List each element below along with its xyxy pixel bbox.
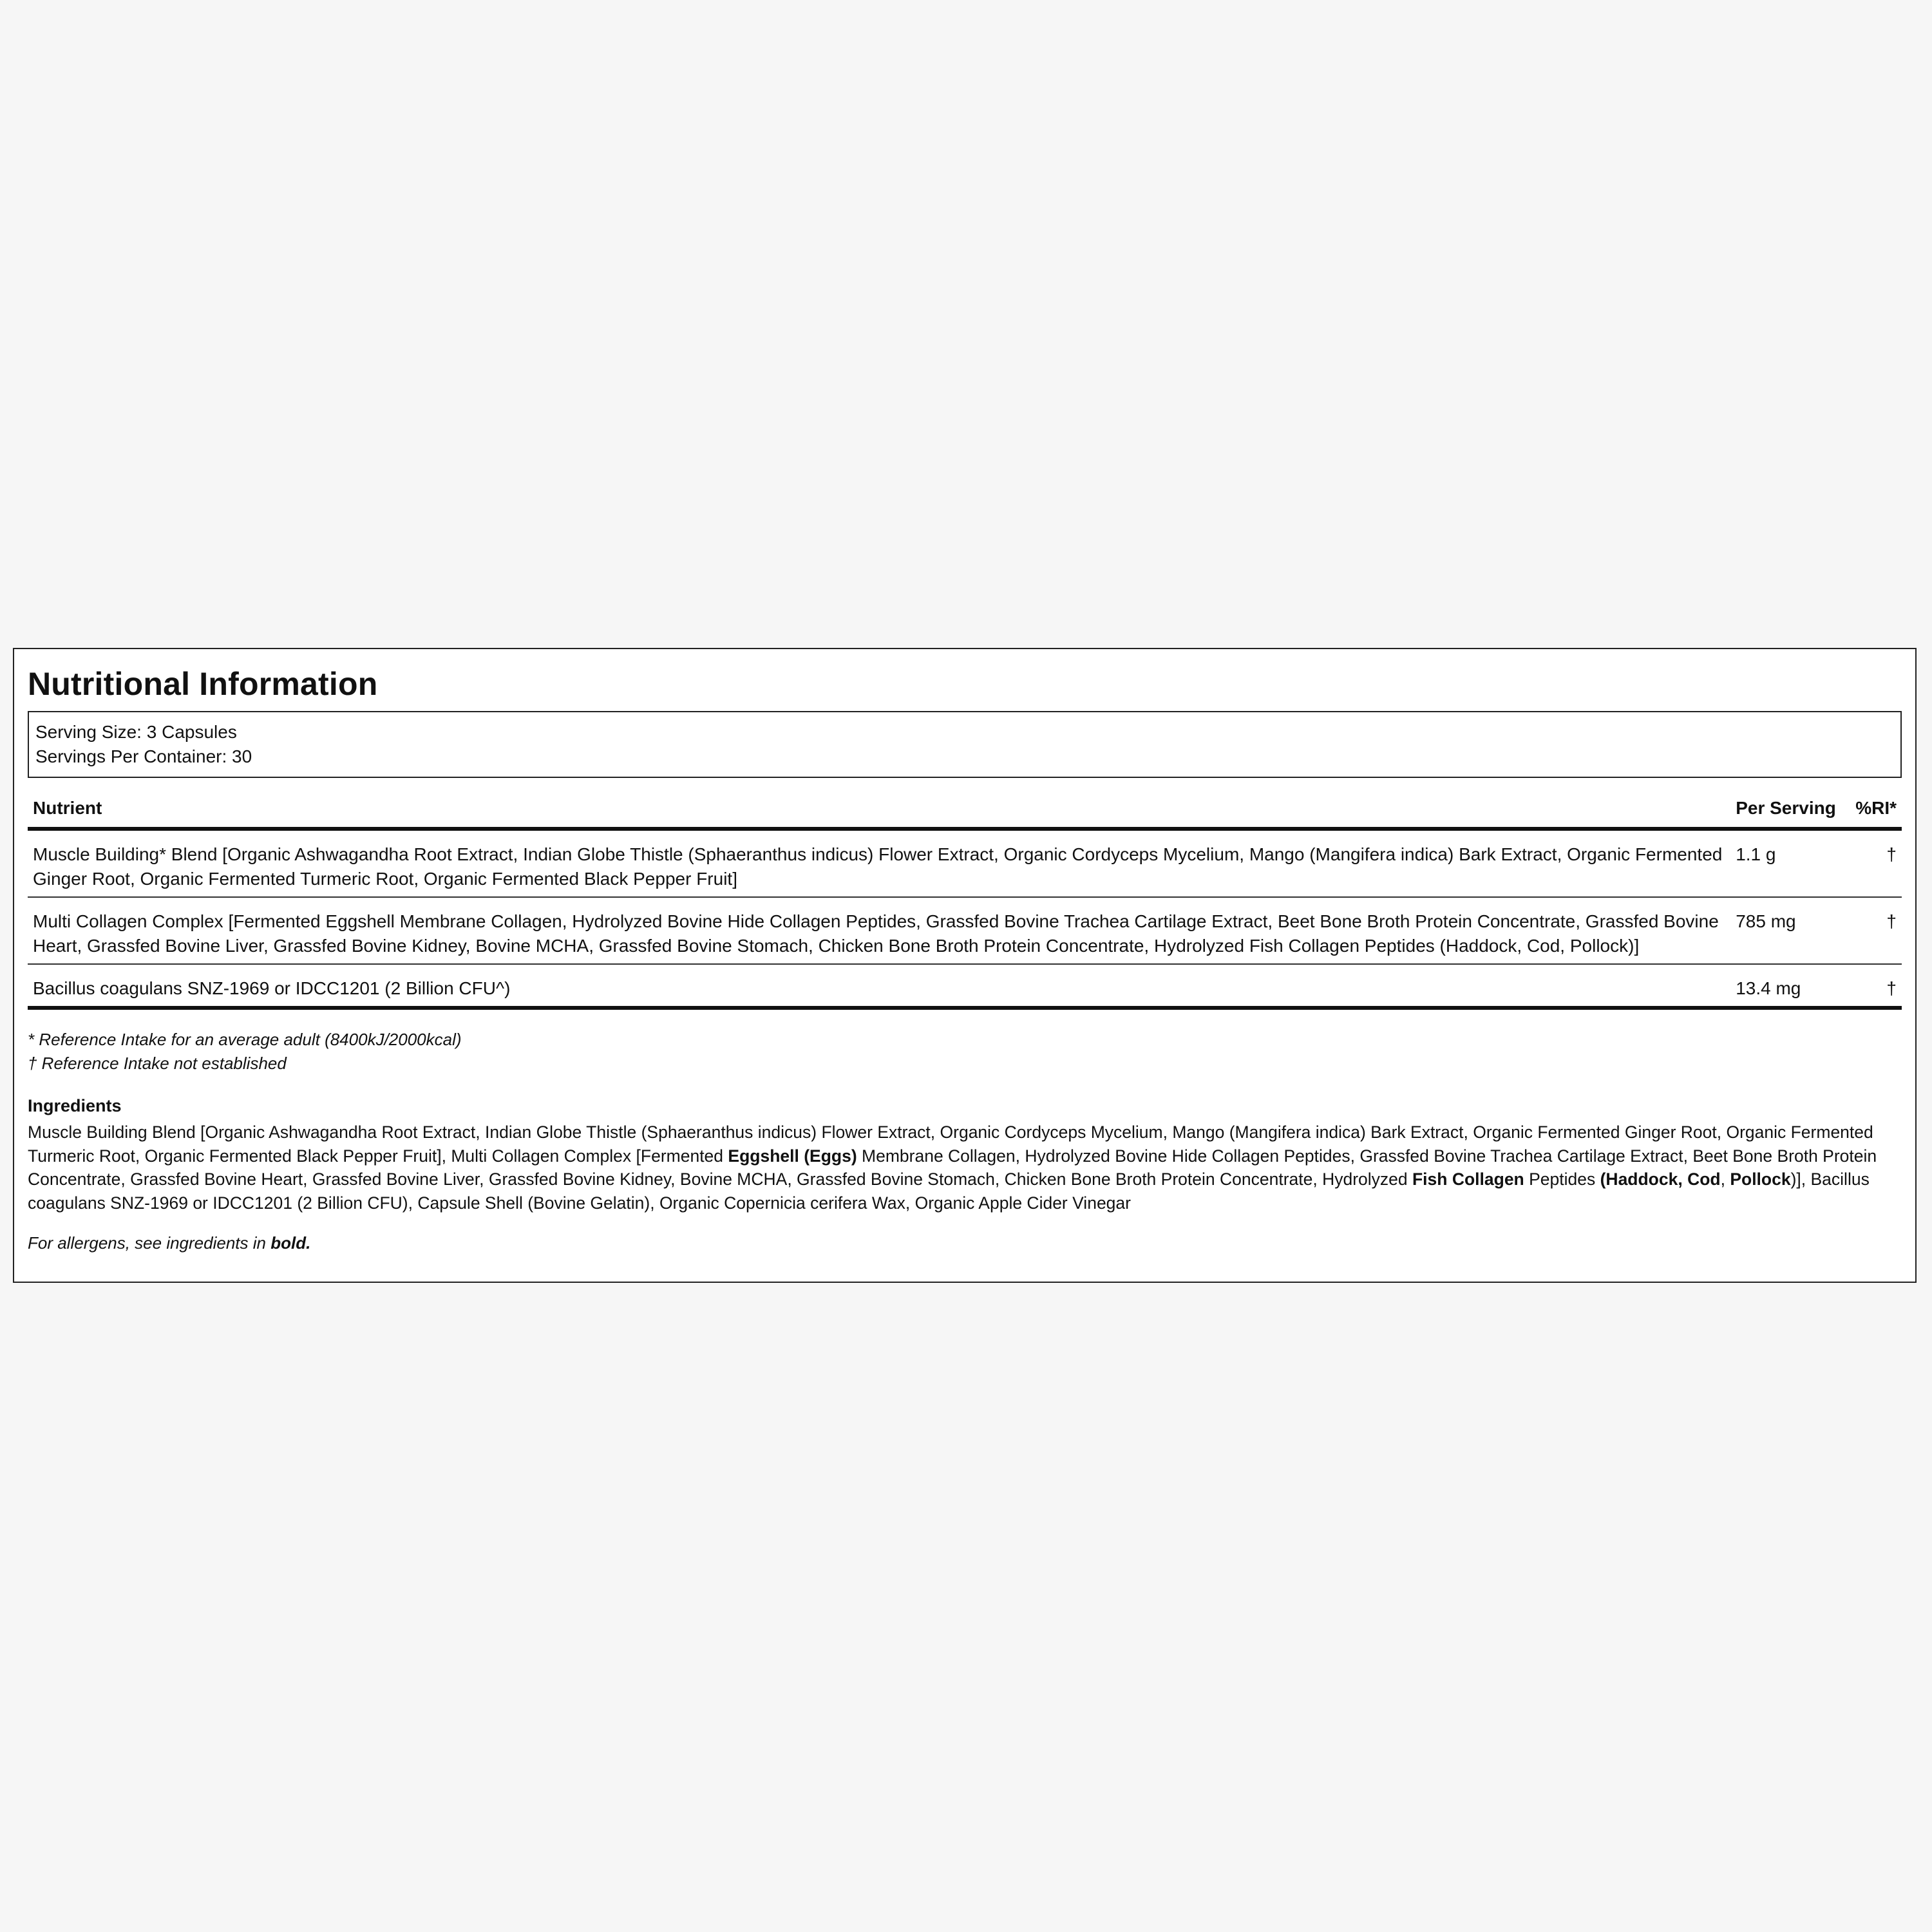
table-row <box>28 897 1902 964</box>
servings-per-container: Servings Per Container: 30 <box>35 746 252 766</box>
footnotes <box>28 1028 1902 1075</box>
allergen-haddock-cod: (Haddock, Cod <box>1600 1170 1721 1189</box>
allergen-note-prefix: For allergens, see ingredients in <box>28 1233 271 1253</box>
panel-title: Nutritional Information <box>28 666 378 702</box>
ingredients-text <box>28 1121 1902 1215</box>
allergen-pollock: Pollock <box>1730 1170 1791 1189</box>
nutrient-amount: 13.4 mg <box>1736 978 1801 998</box>
ingredients-segment: Membrane Collagen, Hydrolyzed Bovine Hide Collagen Peptides, Grassfed Bovine Trachea Cartilage Extract, Beet Bone Broth Protein Concentrate, Grassfed Bovine Heart, Grassfed Bovine Liver, Grassfed Bovine Kidney, Bovine MCHA, Grassfed Bovine Stomach, Chicken Bone Broth Protein Concentrate, Hydrolyzed <box>28 1146 1877 1189</box>
nutrient-name: Bacillus coagulans SNZ-1969 or IDCC1201 (2 Billion CFU^) <box>33 978 511 998</box>
ingredients-heading: Ingredients <box>28 1096 122 1115</box>
header-nutrient: Nutrient <box>28 792 1730 829</box>
nutrient-ri: † <box>1886 911 1897 931</box>
allergen-fish-collagen: Fish Collagen <box>1412 1170 1524 1189</box>
ri-footnote: * Reference Intake for an average adult (8400kJ/2000kcal) <box>28 1030 462 1049</box>
ingredients-segment: Muscle Building Blend [Organic Ashwagandha Root Extract, Indian Globe Thistle (Sphaeranthus indicus) Flower Extract, Organic Cordyceps Mycelium, Mango (Mangifera indica) Bark Extract, Organic Fermented Ginger Root, Organic Fermented Turmeric Root, Organic Fermented Black Pepper Fruit], Multi Collagen Complex [Fermented <box>28 1122 1873 1166</box>
table-row <box>28 829 1902 897</box>
table-header-row <box>28 792 1902 829</box>
serving-info-box <box>28 711 1902 778</box>
nutrient-amount: 785 mg <box>1736 911 1796 931</box>
allergen-note <box>28 1231 1902 1255</box>
nutrient-name: Multi Collagen Complex [Fermented Eggshell Membrane Collagen, Hydrolyzed Bovine Hide Collagen Peptides, Grassfed Bovine Trachea Cartilage Extract, Beet Bone Broth Protein Concentrate, Grassfed Bovine Heart, Grassfed Bovine Liver, Grassfed Bovine Kidney, Bovine MCHA, Grassfed Bovine Stomach, Chicken Bone Broth Protein Concentrate, Hydrolyzed Fish Collagen Peptides (Haddock, Cod, Pollock)] <box>33 911 1719 956</box>
nutrition-panel <box>13 648 1917 1283</box>
allergen-note-bold: bold. <box>270 1233 311 1253</box>
dagger-footnote: † Reference Intake not established <box>28 1054 287 1073</box>
ingredients-segment: , <box>1720 1170 1730 1189</box>
allergen-eggshell: Eggshell (Eggs) <box>728 1146 857 1166</box>
nutrient-table <box>28 792 1902 1010</box>
nutrient-ri: † <box>1886 844 1897 864</box>
serving-size: Serving Size: 3 Capsules <box>35 722 237 742</box>
nutrient-name: Muscle Building* Blend [Organic Ashwagandha Root Extract, Indian Globe Thistle (Sphaeranthus indicus) Flower Extract, Organic Cordyceps Mycelium, Mango (Mangifera indica) Bark Extract, Organic Fermented Ginger Root, Organic Fermented Turmeric Root, Organic Fermented Black Pepper Fruit] <box>33 844 1723 889</box>
ingredients-segment: Peptides <box>1524 1170 1600 1189</box>
table-row <box>28 964 1902 1008</box>
nutrient-ri: † <box>1886 978 1897 998</box>
header-ri: %RI* <box>1850 792 1902 829</box>
nutrient-amount: 1.1 g <box>1736 844 1776 864</box>
header-per-serving: Per Serving <box>1730 792 1850 829</box>
ingredients-segment: )], Bacillus coagulans SNZ-1969 or IDCC1201 (2 Billion CFU), Capsule Shell (Bovine Gelatin), Organic Copernicia cerifera Wax, Organic Apple Cider Vinegar <box>28 1170 1870 1213</box>
